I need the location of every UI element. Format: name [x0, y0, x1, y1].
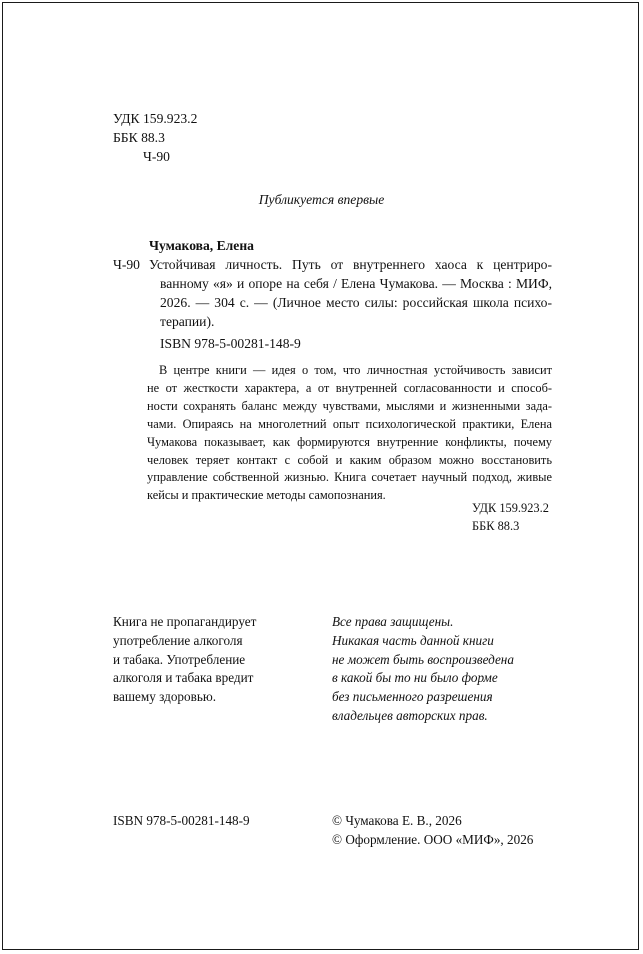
udk-code: УДК 159.923.2: [113, 111, 198, 126]
rights-line: без письменного разрешения: [332, 689, 493, 705]
isbn-footer: ISBN 978-5-00281-148-9: [113, 813, 250, 828]
rights-line: не может быть воспроизведена: [332, 651, 514, 667]
annotation-line: не от жесткости характера, а от внутренней согласованности и способ-: [147, 380, 552, 395]
isbn-main: ISBN 978-5-00281-148-9: [160, 336, 301, 351]
rights-line: в какой бы то ни было форме: [332, 670, 498, 686]
copyright-line: © Оформление. ООО «МИФ», 2026: [332, 832, 534, 848]
bbk-code: ББК 88.3: [113, 130, 165, 145]
health-warning-line: вашему здоровью.: [113, 689, 217, 705]
health-warning: [113, 613, 256, 707]
catalog-code: Ч-90: [113, 257, 140, 272]
rights-line: Никакая часть данной книги: [332, 632, 494, 648]
annotation-line: ности сохранять баланс между чувствами, мыслями и жизненными зада-: [147, 398, 552, 413]
biblio-line: 2026. — 304 с. — (Личное место силы: российская школа психо-: [160, 295, 552, 310]
health-warning-line: Книга не пропагандирует: [113, 614, 257, 629]
first-published-note: Публикуется впервые: [258, 192, 385, 207]
copyright-line: © Чумакова Е. В., 2026: [332, 813, 462, 828]
health-warning-line: употребление алкоголя: [113, 632, 243, 648]
annotation-line: управление собственной жизнью. Книга сочетает научный подход, живые: [147, 470, 552, 485]
annotation-line: человек теряет контакт с собой и каким образом можно восстановить: [147, 452, 552, 467]
annotation-line: В центре книги — идея о том, что личностная устойчивость зависит: [159, 363, 552, 377]
biblio-line: терапии).: [160, 314, 215, 329]
udk-code-bottom: УДК 159.923.2: [472, 501, 549, 515]
copyright-notice: [332, 811, 533, 850]
author-heading: Чумакова, Елена: [149, 238, 254, 253]
annotation-line: Чумакова показывает, как формируются внутренние конфликты, почему: [147, 434, 552, 449]
health-warning-line: алкоголя и табака вредит: [113, 670, 254, 686]
biblio-line: ванному «я» и опоре на себя / Елена Чумакова. — Москва : МИФ,: [160, 276, 552, 291]
rights-line: Все права защищены.: [332, 614, 454, 629]
biblio-line: Устойчивая личность. Путь от внутреннего хаоса к центриро-: [149, 257, 552, 272]
annotation: [147, 362, 552, 505]
health-warning-line: и табака. Употребление: [113, 651, 246, 667]
author-mark: Ч-90: [143, 149, 170, 164]
rights-line: владельцев авторских прав.: [332, 707, 488, 723]
bbk-code-bottom: ББК 88.3: [472, 519, 520, 533]
annotation-line: кейсы и практические методы самопознания.: [147, 488, 386, 503]
classification-codes-top: [113, 109, 197, 166]
rights-notice: [332, 613, 514, 726]
bibliographic-description: [149, 255, 552, 331]
annotation-line: чами. Опираясь на многолетний опыт психологической практики, Елена: [147, 416, 552, 431]
classification-codes-bottom: [472, 499, 549, 535]
